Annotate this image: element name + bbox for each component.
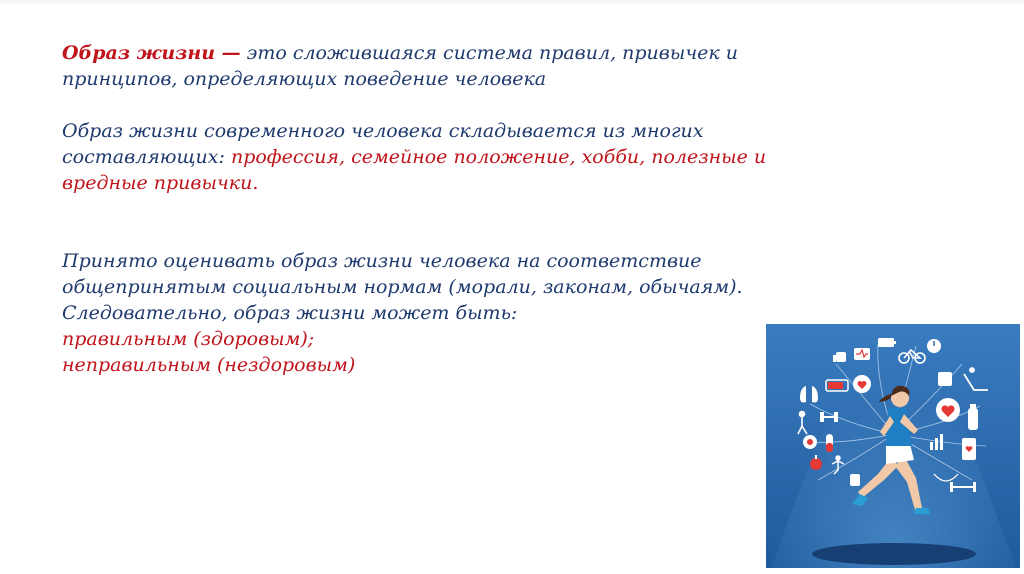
gauge-icon (803, 435, 817, 449)
running-woman-illustration (766, 324, 1020, 568)
smartwatch-icon (850, 474, 860, 486)
definition-text-line2: принципов, определяющих поведение человека (62, 68, 547, 90)
components-paragraph (62, 118, 882, 196)
components-prefix: составляющих: (62, 146, 231, 168)
definition-term: Образ жизни — (62, 42, 241, 64)
evaluation-paragraph (62, 248, 882, 378)
components-line1: Образ жизни современного человека складывается из многих (62, 120, 704, 142)
ground-shadow (812, 543, 976, 565)
evaluation-line3: Следовательно, образ жизни может быть: (62, 302, 518, 324)
components-list-part1: профессия, семейное положение, хобби, полезные и (230, 146, 767, 168)
unhealthy-option: неправильным (нездоровым) (62, 354, 356, 376)
components-list-part2: вредные привычки. (62, 172, 259, 194)
top-rule (0, 0, 1024, 6)
phone-icon (962, 438, 976, 460)
evaluation-line2: общепринятым социальным нормам (морали, законам, обычаям). (62, 276, 743, 298)
slide-text (62, 40, 882, 378)
heart-rate-icon (854, 348, 870, 360)
definition-text-line1: это сложившаяся система правил, привычек и (240, 42, 739, 64)
scale-icon (938, 372, 952, 386)
definition-paragraph (62, 40, 882, 92)
pill-icon (826, 434, 833, 452)
battery-icon (878, 338, 896, 347)
timer-icon (927, 339, 941, 353)
evaluation-line1: Принято оценивать образ жизни человека на соответствие (62, 250, 702, 272)
healthy-option: правильным (здоровым); (62, 328, 315, 350)
heart-pulse-icon (936, 398, 960, 422)
heart-icon (853, 375, 871, 393)
